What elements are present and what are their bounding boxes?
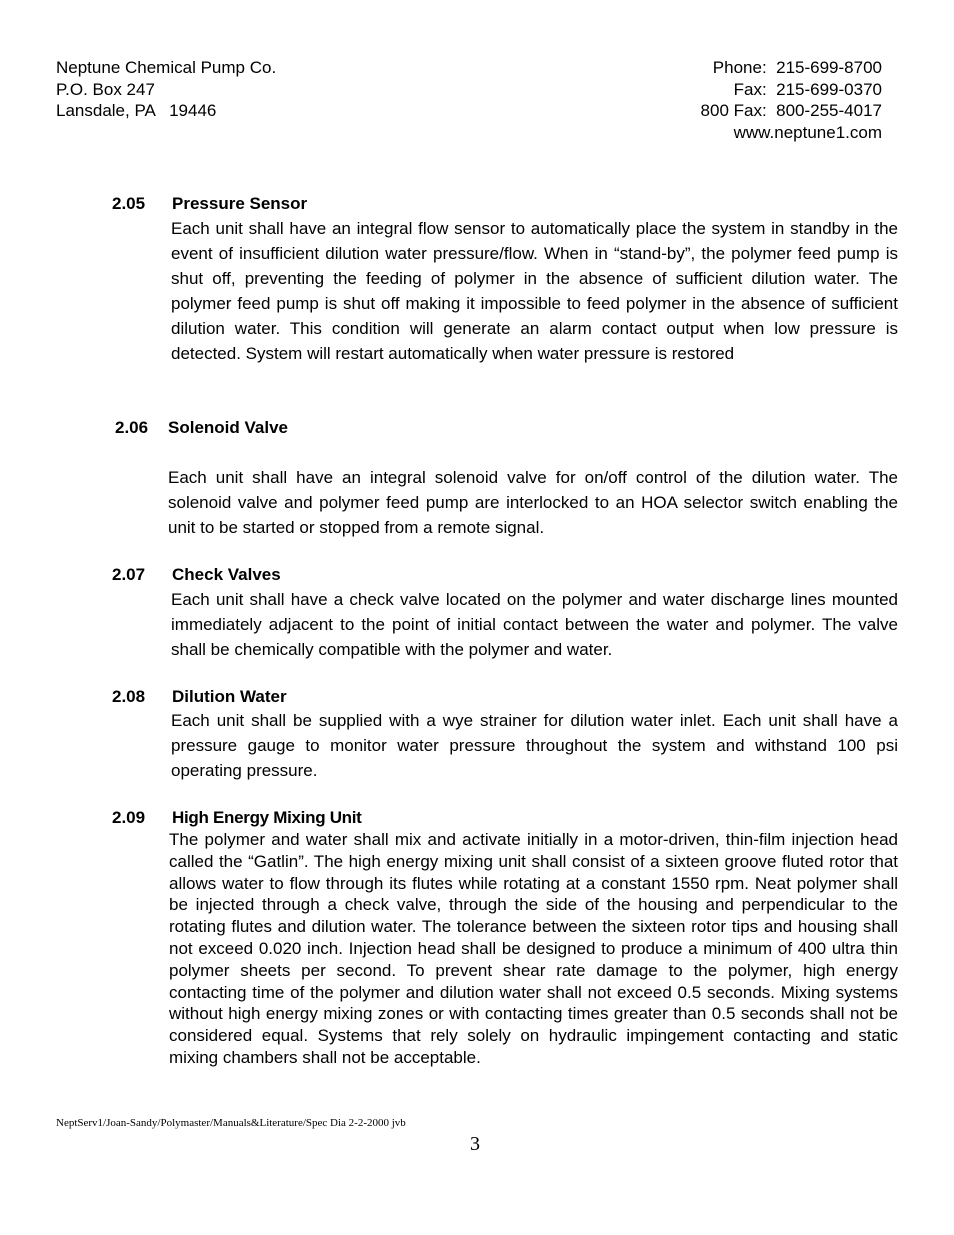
fax-line: Fax: 215-699-0370 — [733, 79, 882, 99]
section-number: 2.07 — [112, 565, 146, 584]
phone-line: Phone: 215-699-8700 — [712, 58, 882, 77]
section-number: 2.06 — [115, 418, 149, 437]
section-title: Check Valves — [172, 565, 281, 584]
company-address-block — [56, 57, 276, 122]
document-path: NeptServ1/Joan-Sandy/Polymaster/Manuals&Literature/Spec Dia 2-2-2000 jvb — [56, 1117, 406, 1129]
section-title: Solenoid Valve — [168, 418, 288, 437]
section-title: Pressure Sensor — [172, 194, 308, 213]
section-body: Each unit shall have a check valve located on the polymer and water discharge lines mounted immediately adjacent to the point of initial contact between the water and polymer. The valve shall be chemically compatible with the polymer and water. — [171, 590, 898, 659]
section-number: 2.09 — [112, 808, 146, 827]
section-title: High Energy Mixing Unit — [172, 808, 362, 827]
section-number: 2.05 — [112, 194, 146, 213]
section-title: Dilution Water — [172, 687, 287, 706]
city-state-zip: Lansdale, PA 19446 — [56, 101, 217, 120]
section-number: 2.08 — [112, 687, 146, 706]
section-body: Each unit shall be supplied with a wye strainer for dilution water inlet. Each unit shall have a pressure gauge to monitor water pressure throughout the system and withstand 100 psi operating pressure. — [171, 711, 898, 780]
contact-block — [701, 57, 882, 143]
website-line: www.neptune1.com — [733, 122, 882, 142]
toll-free-fax-line: 800 Fax: 800-255-4017 — [700, 101, 882, 120]
section-body: The polymer and water shall mix and activate initially in a motor-driven, thin-film injection head called the “Gatlin”. The high energy mixing unit shall consist of a sixteen groove fluted rotor that allows water to flow through its flutes while rotating at a constant 1550 rpm. Neat polymer shall be injected through a check valve, through the side of the housing and perpendicular to the rotating flutes and dilution water. The tolerance between the sixteen rotor tips and housing shall not exceed 0.020 inch. Injection head shall be designed to produce a minimum of 400 ultra thin polymer sheets per second. To prevent shear rate damage to the polymer, high energy contacting time of the polymer and dilution water shall not exceed 0.5 seconds. Mixing systems without high energy mixing zones or with contacting times greater than 0.5 seconds shall not be considered equal. Systems that rely solely on hydraulic impingement contacting and static mixing chambers shall not be acceptable. — [169, 830, 898, 1067]
po-box: P.O. Box 247 — [56, 79, 155, 99]
section-body: Each unit shall have an integral flow sensor to automatically place the system in standby in the event of insufficient dilution water pressure/flow. When in “stand-by”, the polymer feed pump is shut off, preventing the feeding of polymer in the absence of sufficient dilution water. The polymer feed pump is shut off making it impossible to feed polymer in the absence of sufficient dilution water. This condition will generate an alarm contact output when low pressure is detected. System will restart automatically when water pressure is restored — [171, 219, 898, 363]
company-name: Neptune Chemical Pump Co. — [56, 58, 277, 77]
page-number: 3 — [470, 1133, 480, 1155]
section-body: Each unit shall have an integral solenoid valve for on/off control of the dilution water. The solenoid valve and polymer feed pump are interlocked to an HOA selector switch enabling the unit to be started or stopped from a remote signal. — [168, 468, 898, 537]
